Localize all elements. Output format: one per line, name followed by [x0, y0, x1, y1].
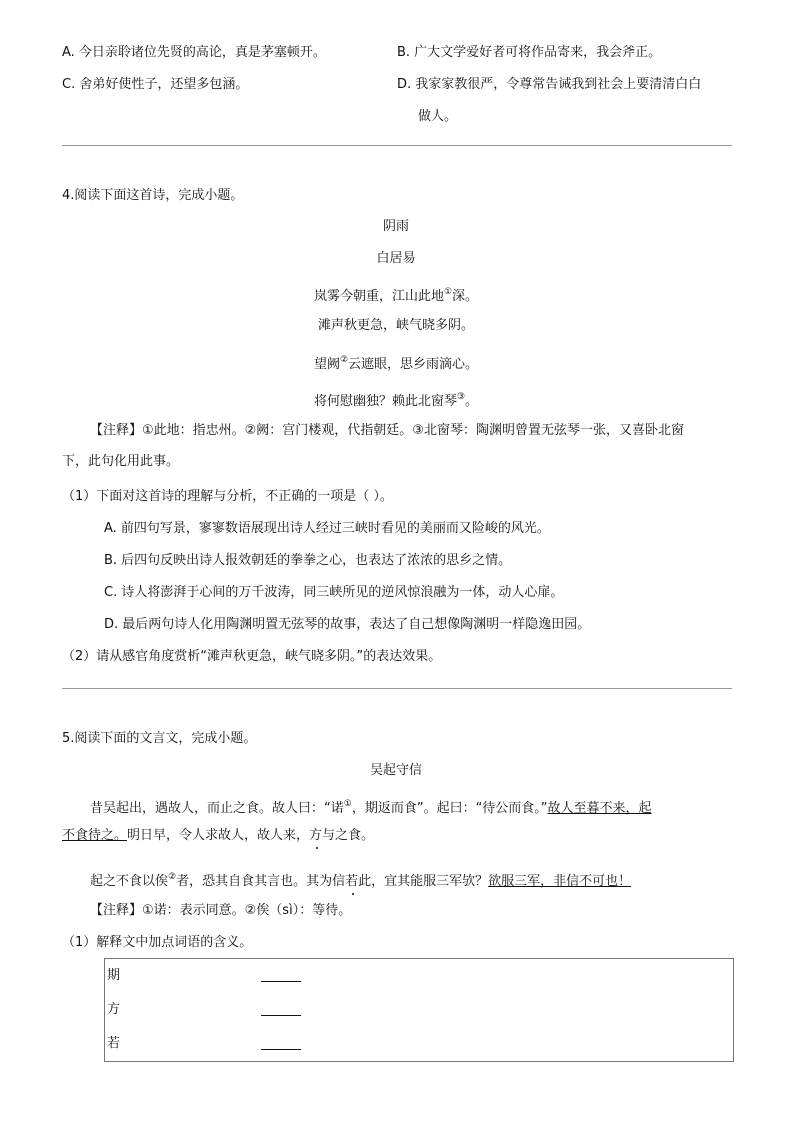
- answer-blank[interactable]: [261, 1049, 301, 1050]
- passage-title: 吴起守信: [369, 763, 422, 778]
- passage-line: 不食待之。明日早，令人求故人，故人来，方与之食。: [62, 828, 375, 843]
- option-d: D. 我家家教很严，令尊常告诫我到社会上要清清白白: [397, 77, 702, 92]
- passage-line: 昔吴起出，遇故人，而止之食。故人曰：“诺①，期返而食”。起曰：“待公而食。”故人至暮不来，起: [90, 799, 652, 816]
- choice-a: A. 前四句写景，寥寥数语展现出诗人经过三峡时看见的美丽而又险峻的风光。: [104, 521, 550, 536]
- option-d-continued: 做人。: [418, 109, 458, 124]
- choice-d: D. 最后两句诗人化用陶渊明置无弦琴的故事，表达了自己想像陶渊明一样隐逸田园。: [104, 617, 591, 632]
- answer-blank[interactable]: [261, 981, 301, 982]
- choice-c: C. 诗人将澎湃于心间的万千波涛，同三峡所见的逆风惊浪融为一体，动人心扉。: [104, 585, 564, 600]
- term-label: 期: [107, 968, 121, 983]
- term-label: 方: [107, 1002, 121, 1017]
- poem-line: 望阙②云遮眼，思乡雨滴心。: [313, 355, 479, 372]
- sub-question: （1）下面对这首诗的理解与分析，不正确的一项是（ ）。: [62, 489, 393, 504]
- sub-question: （2）请从感官角度赏析“滩声秋更急，峡气晓多阴。”的表达效果。: [62, 649, 442, 664]
- question-heading: 4.阅读下面这首诗，完成小题。: [62, 188, 244, 203]
- passage-line: 起之不食以俟②者，恐其自食其言也。其为信若此，宜其能服三军欤？欲服三军，非信不可也！: [90, 872, 632, 889]
- choice-b: B. 后四句反映出诗人报效朝廷的拳拳之心，也表达了浓浓的思乡之情。: [104, 553, 512, 568]
- answer-blank[interactable]: [261, 1015, 301, 1016]
- divider: [62, 145, 732, 146]
- answer-table: [104, 958, 734, 1062]
- option-b: B. 广大文学爱好者可将作品寄来，我会斧正。: [397, 45, 662, 60]
- sub-question: （1）解释文中加点词语的含义。: [62, 935, 253, 950]
- poem-line: 滩声秋更急，峡气晓多阴。: [317, 318, 474, 333]
- question-heading: 5.阅读下面的文言文，完成小题。: [62, 731, 257, 746]
- poem-line: 岚雾今朝重，江山此地①深。: [313, 287, 479, 304]
- term-label: 若: [107, 1036, 121, 1051]
- poem-author: 白居易: [376, 251, 416, 266]
- annotation: 下，此句化用此事。: [62, 454, 180, 469]
- poem-title: 阴雨: [382, 219, 409, 234]
- annotation: 【注释】①诺：表示同意。②俟（sì）：等待。: [90, 903, 352, 918]
- annotation: 【注释】①此地：指忠州。②阙：宫门楼观，代指朝廷。③北窗琴：陶渊明曾置无弦琴一张，又喜卧北窗: [90, 423, 684, 438]
- option-a: A. 今日亲聆诸位先贤的高论，真是茅塞顿开。: [62, 45, 326, 60]
- poem-line: 将何慰幽独？赖此北窗琴③。: [313, 392, 479, 409]
- option-c: C. 舍弟好使性子，还望多包涵。: [62, 77, 249, 92]
- divider: [62, 688, 732, 689]
